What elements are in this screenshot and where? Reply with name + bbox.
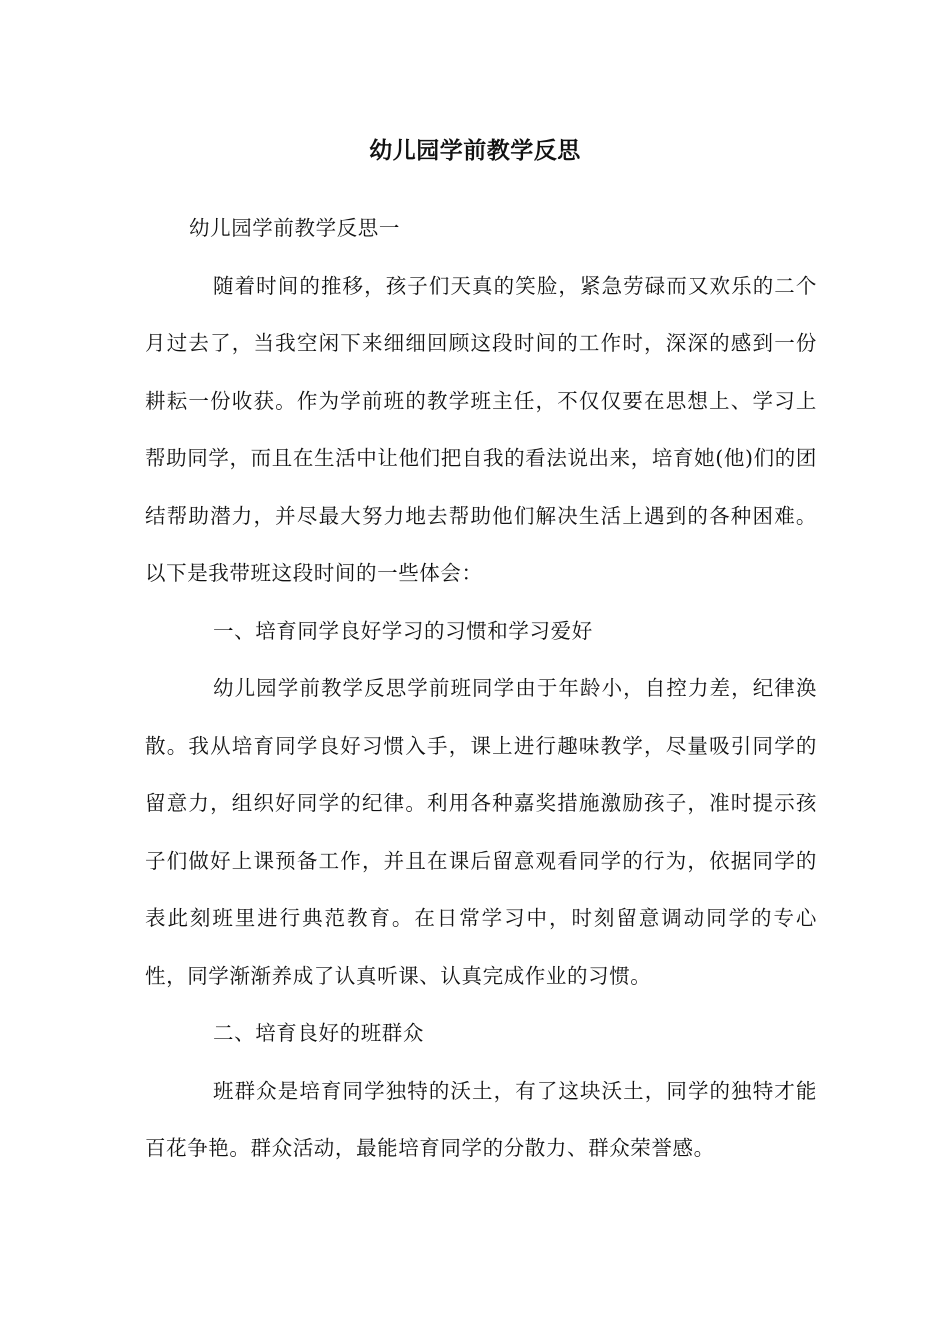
section-subtitle: 幼儿园学前教学反思一 — [189, 216, 400, 240]
section-heading-2: 二、培育良好的班群众 — [213, 1021, 424, 1045]
section-heading-1: 一、培育同学良好学习的习惯和学习爱好 — [213, 618, 593, 643]
document-title: 幼儿园学前教学反思 — [369, 137, 581, 164]
paragraph-habits: 幼儿园学前教学反思学前班同学由于年龄小，自控力差，纪律涣散。我从培育同学良好习惯入手，课上进行趣味教学，尽量吸引同学的留意力，组织好同学的纪律。利用各种嘉奖措施激励孩子，准时提示孩子们做好上课预备工作，并且在课后留意观看同学的行为，依据同学的表此刻班里进行典范教育。在日常学习中，时刻留意调动同学的专心性，同学渐渐养成了认真听课、认真完成作业的习惯。 — [145, 676, 817, 988]
paragraph-class-community: 班群众是培育同学独特的沃土，有了这块沃土，同学的独特才能百花争艳。群众活动，最能培育同学的分散力、群众荣誉感。 — [145, 1078, 817, 1160]
document-body — [145, 200, 817, 1178]
paragraph-intro: 随着时间的推移，孩子们天真的笑脸，紧急劳碌而又欢乐的二个月过去了，当我空闲下来细细回顾这段时间的工作时，深深的感到一份耕耘一份收获。作为学前班的教学班主任，不仅仅要在思想上、学习上帮助同学，而且在生活中让他们把自我的看法说出来，培育她(他)们的团结帮助潜力，并尽最大努力地去帮助他们解决生活上遇到的各种困难。以下是我带班这段时间的一些体会： — [145, 273, 817, 585]
